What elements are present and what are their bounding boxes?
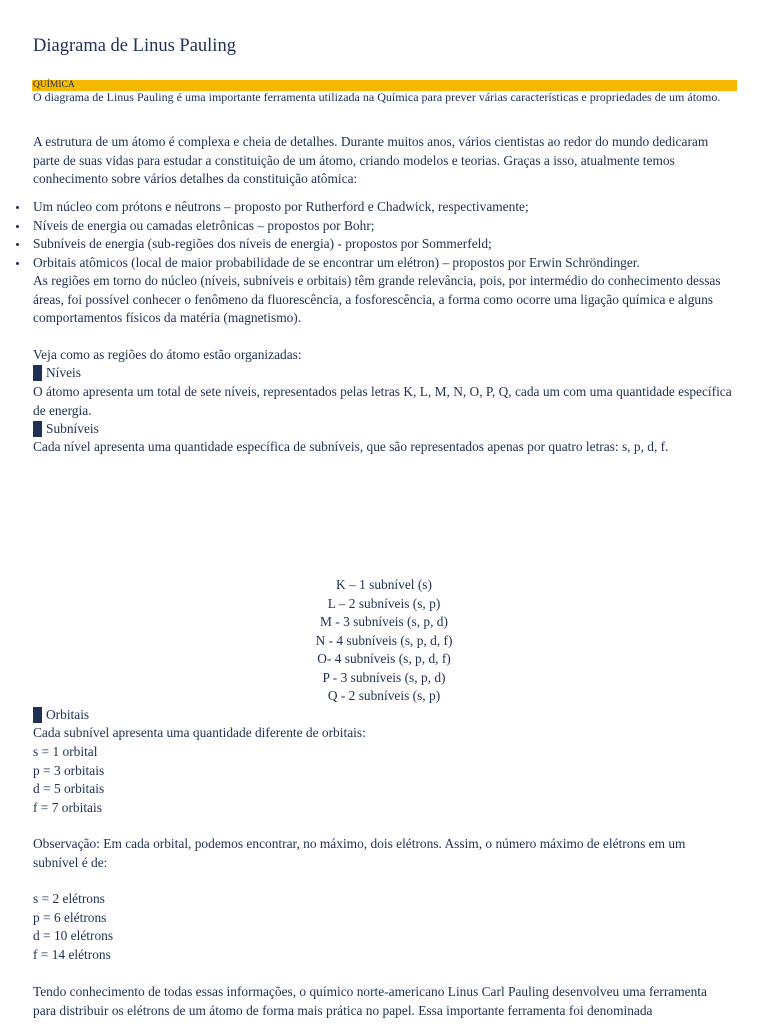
electron-item: f = 14 elétrons [33, 946, 111, 962]
bullet-dot-icon [16, 243, 19, 246]
sublevel-list [0, 576, 768, 706]
sublevel-item: M - 3 subníveis (s, p, d) [320, 614, 448, 629]
bullet-text: Um núcleo com prótons e nêutrons – proposto por Rutherford e Chadwick, respectivamente; [33, 199, 529, 214]
sublevel-item: L – 2 subníveis (s, p) [327, 595, 441, 611]
filled-square-icon [33, 421, 42, 437]
intro-paragraph: A estrutura de um átomo é complexa e cheia de detalhes. Durante muitos anos, vários cientistas ao redor do mundo dedicaram parte de suas vidas para estudar a constituição de um átomo, criando modelos e teorias. Graças a isso, atualmente temos conhecimento sobre vários detalhes da constituição atômica: [33, 134, 709, 186]
sublevel-item: K – 1 subnível (s) [336, 577, 432, 592]
lead-paragraph: O diagrama de Linus Pauling é uma importante ferramenta utilizada na Química para prever várias características e propriedades de um átomo. [33, 90, 721, 104]
section-text-niveis: O átomo apresenta um total de sete níveis, representados pelas letras K, L, M, N, O, P, Q, cada um com uma quantidade específica de energia. [33, 384, 732, 418]
bullet-item [0, 235, 740, 254]
bullet-list [0, 198, 740, 272]
section-text-subniveis: Cada nível apresenta uma quantidade específica de subníveis, que são representados apenas por quatro letras: s, p, d, f. [33, 439, 669, 454]
category-label[interactable]: QUÍMICA [33, 80, 75, 90]
sublevel-item: N - 4 subníveis (s, p, d, f) [315, 632, 453, 648]
electron-item: p = 6 elétrons [33, 909, 107, 925]
electron-item: d = 10 elétrons [33, 928, 114, 943]
orbital-item: d = 5 orbitais [33, 781, 105, 796]
filled-square-icon [33, 707, 42, 723]
orbital-item: s = 1 orbital [33, 744, 98, 759]
bullet-dot-icon [16, 206, 19, 209]
bullet-text: Subníveis de energia (sub-regiões dos níveis de energia) - propostos por Sommerfeld; [33, 236, 492, 251]
section-heading-niveis [33, 364, 81, 383]
bullet-text: Níveis de energia ou camadas eletrônicas – propostos por Bohr; [33, 217, 375, 233]
section-heading-text: Níveis [46, 365, 81, 380]
organized-intro: Veja como as regiões do átomo estão organizadas: [33, 347, 302, 362]
bullet-item [0, 254, 740, 273]
section-heading-subniveis [33, 420, 99, 439]
observation-paragraph: Observação: Em cada orbital, podemos encontrar, no máximo, dois elétrons. Assim, o número máximo de elétrons em um subnível é de: [33, 836, 686, 870]
bullet-item [0, 198, 740, 217]
filled-square-icon [33, 365, 42, 381]
bullet-dot-icon [16, 225, 19, 228]
orbital-list [33, 743, 104, 817]
electron-item: s = 2 elétrons [33, 891, 105, 906]
section-heading-text: Orbitais [46, 707, 90, 722]
sublevel-item: Q - 2 subníveis (s, p) [327, 688, 441, 703]
section-text-orbitais: Cada subnível apresenta uma quantidade diferente de orbitais: [33, 725, 366, 740]
bullet-text: Orbitais atômicos (local de maior probabilidade de se encontrar um elétron) – propostos por Erwin Schröndinger. [33, 254, 640, 270]
sublevel-item: O- 4 subníveis (s, p, d, f) [317, 651, 451, 666]
bullet-item [0, 217, 740, 236]
bullet-dot-icon [16, 262, 19, 265]
section-heading-text: Subníveis [46, 421, 99, 436]
orbital-item: p = 3 orbitais [33, 762, 105, 778]
orbital-item: f = 7 orbitais [33, 799, 102, 815]
regions-paragraph: As regiões em torno do núcleo (níveis, subníveis e orbitais) têm grande relevância, pois, por intermédio do conhecimento dessas áreas, foi possível conhecer o fenômeno da fluorescência, a fosforescência, a forma como ocorre uma ligação química e alguns comportamentos físicos da matéria (magnetismo). [33, 273, 721, 325]
section-heading-orbitais [33, 706, 89, 725]
electron-list [33, 890, 113, 964]
sublevel-item: P - 3 subníveis (s, p, d) [322, 669, 446, 685]
page-title: Diagrama de Linus Pauling [33, 36, 236, 56]
closing-paragraph: Tendo conhecimento de todas essas informações, o químico norte-americano Linus Carl Pauling desenvolveu uma ferramenta para distribuir os elétrons de um átomo de forma mais prática no papel. Essa importante ferramenta foi denominada [33, 984, 707, 1018]
